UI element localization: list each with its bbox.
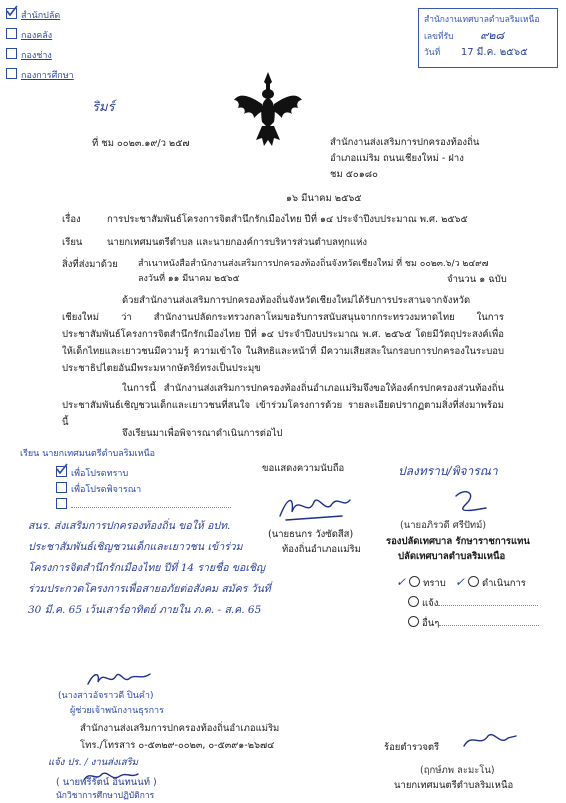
received-stamp xyxy=(418,8,558,68)
minute-to-line: เรียน นายกเทศมนตรีตำบลริมเหนือ xyxy=(20,449,156,459)
checkbox-checked-icon xyxy=(6,8,17,19)
to-text: นายกเทศมนตรีตำบล และนายกองค์การบริหารส่วนตำบลทุกแห่ง xyxy=(107,237,368,248)
final-signer-position: นายกเทศมนตรีตำบลริมเหนือ xyxy=(394,780,514,791)
stamp-date-label: วันที่ xyxy=(424,48,441,58)
checkbox-checked-icon xyxy=(56,466,67,477)
enclosure-date: ลงวันที่ ๑๑ มีนาคม ๒๕๖๕ xyxy=(138,274,240,284)
signature-icon xyxy=(460,728,520,752)
routing-item: สำนักปลัด xyxy=(6,6,74,26)
signer-position: ท้องถิ่นอำเภอแม่ริม xyxy=(282,544,361,555)
stamp-no-value: ๙๒๘ xyxy=(480,29,504,42)
check-mark-icon: ✓ xyxy=(454,575,465,589)
right-signer-position: รองปลัดเทศบาล รักษาราชการแทน xyxy=(386,536,530,547)
right-handwritten-note: ปลงทราบ/พิจารณา xyxy=(398,464,498,478)
routing-item: กองการศึกษา xyxy=(6,66,74,86)
minute-handwritten-note: สนร. ส่งเสริมการปกครองท้องถิ่น ขอให้ อปท. ประชาสัมพันธ์เชิญชวนเด็กและเยาวชน เข้าร่วมโครงการจิตสำนึกรักเมืองไทย ปีที่ 14 รายชื่อ ขอเชิญ ร่วมประกวดโครงการเพื่อสายอภัยต่อสังคม สมัคร วันที่ 30 มี.ค. 65 เว้นเสาร์อาทิตย์ ภายใน ภ.ค. - ส.ค. 65 xyxy=(28,520,271,616)
paragraph-2: ในการนี้ สำนักงานส่งเสริมการปกครองท้องถิ่นอำเภอแม่ริมจึงขอให้องค์กรปกครองส่วนท้องถิ่นประชาสัมพันธ์เชิญชวนเด็กและเยาวชนที่สนใจ เข้าร่วมโครงการด้วย รายละเอียดปรากฏตามสิ่งที่ส่งมาพร้อมนี้ xyxy=(62,383,504,428)
right-signer-position: ปลัดเทศบาลตำบลริมเหนือ xyxy=(398,551,506,562)
check-mark-icon xyxy=(56,463,68,475)
radio-icon xyxy=(468,576,479,587)
bottom-signer-name: ( นายพรีรัตน์ อินทนนท์ ) xyxy=(56,777,157,788)
to-label: เรียน xyxy=(62,237,83,248)
closing-text: ขอแสดงความนับถือ xyxy=(262,463,345,474)
subject-text: การประชาสัมพันธ์โครงการจิตสำนึกรักเมืองไทย ปีที่ ๑๔ ประจำปีงบประมาณ พ.ศ. ๒๕๖๕ xyxy=(107,214,468,225)
agency-line: อำเภอแม่ริม ถนนเชียงใหม่ - ฝาง xyxy=(330,153,464,164)
radio-icon xyxy=(409,576,420,587)
radio-icon xyxy=(408,616,419,627)
minute-option: เพื่อโปรดทราบ เพื่อโปรดพิจารณา xyxy=(56,466,231,514)
countersign-text: ร้อยตำรวจตรี xyxy=(384,742,440,753)
agency-line: สำนักงานส่งเสริมการปกครองท้องถิ่น xyxy=(330,137,480,148)
footer-hand-note: แจ้ง ปร. / งานส่งเสริม xyxy=(48,757,139,768)
signature-icon xyxy=(274,490,354,524)
checkbox-icon xyxy=(6,68,17,79)
checkbox-icon xyxy=(6,48,17,59)
final-signer-name: (ฤกษ์ภพ ละมะโน) xyxy=(420,765,495,776)
checkbox-icon xyxy=(56,482,67,493)
decision-options: ✓ ทราบ ✓ ดำเนินการ แจ้ง อื่นๆ xyxy=(396,572,539,634)
routing-list xyxy=(6,6,74,86)
bottom-signer-position: นักวิชาการศึกษาปฏิบัติการ xyxy=(56,791,155,801)
subject-label: เรื่อง xyxy=(62,214,81,225)
check-mark-icon: ✓ xyxy=(396,575,407,589)
checkbox-icon xyxy=(56,498,67,509)
routing-item: กองช่าง xyxy=(6,46,74,66)
footer-phone: โทร./โทรสาร ๐-๕๓๒๙-๐๐๒๓, ๐-๕๓๙๑-๒๖๗๔ xyxy=(80,740,275,751)
footer-agency: สำนักงานส่งเสริมการปกครองท้องถิ่นอำเภอแม่ริม xyxy=(80,723,280,734)
agency-address xyxy=(330,135,479,183)
signature-icon xyxy=(450,488,490,516)
radio-icon xyxy=(408,596,419,607)
right-signer-name: (นายอภิรวดี ศรีปัทม์) xyxy=(400,520,487,531)
paragraph-1: ด้วยสำนักงานส่งเสริมการปกครองท้องถิ่นจังหวัดเชียงใหม่ได้รับการประสานจากจังหวัดเชียงใหม่ ว่า สำนักงานปลัดกระทรวงกลาโหมขอรับการสนับสนุนจากกระทรวงมหาดไทย ในการประชาสัมพันธ์โครงการจิตสำนึกรักเมืองไทย ปีที่ ๑๔ ประจำปีงบประมาณ พ.ศ. ๒๕๖๕ โดยมีวัตถุประสงค์เพื่อให้เด็กไทยและเยาวชนมีความรู้ ความเข้าใจ ในสิทธิและหน้าที่ มีความเสียสละในกรอบการปกครองในระบอบประชาธิปไตยอันมีพระมหากษัตริย์ทรงเป็นประมุข xyxy=(62,295,504,374)
doc-number: ที่ ชม ๐๐๒๓.๑๙/ว ๒๕๗ xyxy=(92,138,190,149)
agency-line: ชม ๕๐๑๘๐ xyxy=(330,169,378,180)
enclosure-text: สำเนาหนังสือสำนักงานส่งเสริมการปกครองท้องถิ่นจังหวัดเชียงใหม่ ที่ ชม ๐๐๒๓.๖/ว ๒๔๙๗ xyxy=(138,259,489,269)
enclosure-count: จำนวน ๑ ฉบับ xyxy=(447,274,507,285)
garuda-emblem-icon xyxy=(232,70,304,150)
check-mark-icon xyxy=(6,5,18,17)
signature-icon xyxy=(84,668,154,690)
doc-date: ๑๖ มีนาคม ๒๕๖๕ xyxy=(286,193,362,204)
signer-name: (นายธนกร วังซัดสีส) xyxy=(268,529,354,540)
enclosure-label: สิ่งที่ส่งมาด้วย xyxy=(62,259,118,270)
paragraph-3: จึงเรียนมาเพื่อพิจารณาดำเนินการต่อไป xyxy=(122,428,283,439)
stamp-no-label: เลขที่รับ xyxy=(424,32,454,42)
stamp-date-value: 17 มี.ค. ๒๕๖๕ xyxy=(460,47,528,58)
routing-item: กองคลัง xyxy=(6,26,74,46)
minute-signer-position: ผู้ช่วยเจ้าพนักงานธุรการ xyxy=(70,706,164,716)
stamp-agency: สำนักงานเทศบาลตำบลริมเหนือ xyxy=(424,15,540,25)
handwritten-initials: ริมร์ xyxy=(92,100,115,115)
checkbox-icon xyxy=(6,28,17,39)
minute-signer-name: (นางสาวอัจราวดี ปินคำ) xyxy=(58,691,154,701)
